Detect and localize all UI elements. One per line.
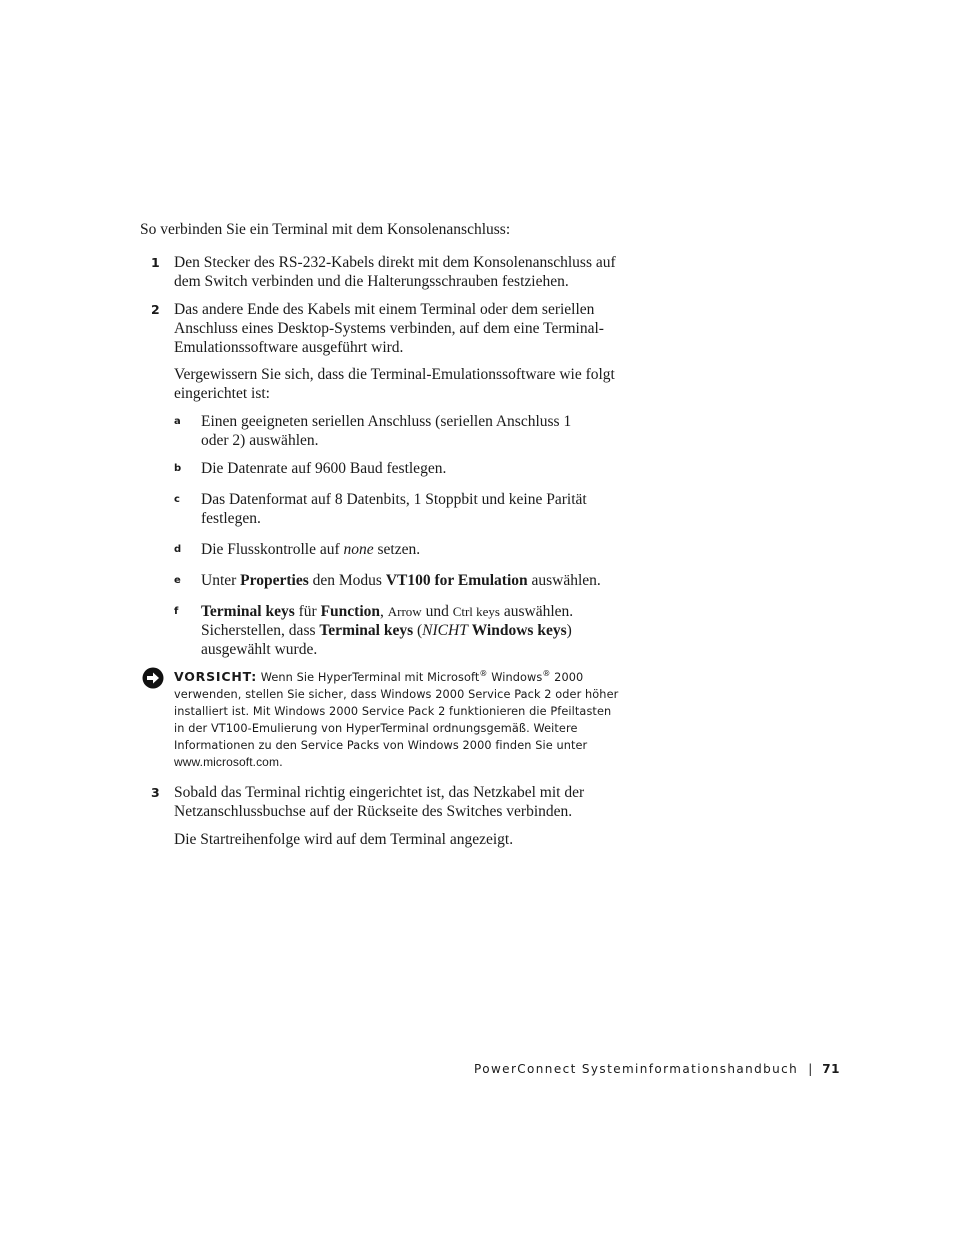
text-run: Wenn Sie HyperTerminal mit Microsoft — [257, 671, 480, 684]
text-run: Unter — [201, 572, 241, 589]
registered-mark: ® — [542, 669, 551, 679]
text-run: ) — [566, 622, 572, 639]
text-line: eingerichtet ist: — [174, 385, 270, 402]
text-line — [174, 668, 634, 686]
substep-letter: f — [174, 606, 179, 617]
page-footer — [474, 1062, 840, 1076]
text-run: Windows — [487, 671, 543, 684]
key-term: Arrow — [387, 604, 422, 619]
step-3-text — [174, 783, 584, 821]
text-line: oder 2) auswählen. — [201, 432, 319, 449]
text-line: verwenden, stellen Sie sicher, dass Windows 2000 Service Pack 2 oder höher — [174, 688, 619, 701]
substep-letter: a — [174, 416, 181, 427]
text-line — [174, 754, 634, 771]
substep-a-text — [201, 412, 571, 450]
bold-term: Terminal keys — [319, 622, 414, 639]
bold-term: VT100 for Emulation — [385, 572, 528, 589]
text-line — [201, 602, 573, 621]
microsoft-link[interactable]: www.microsoft.com — [174, 755, 280, 769]
text-run: auswählen. — [527, 572, 601, 589]
registered-mark: ® — [479, 669, 488, 679]
text-run: , — [380, 603, 388, 620]
italic-term: none — [343, 541, 374, 558]
text-run: 2000 — [550, 671, 584, 684]
text-run: . — [279, 756, 283, 769]
text-line: Sobald das Terminal richtig eingerichtet ist, das Netzkabel mit der — [174, 784, 585, 801]
caution-label: VORSICHT: — [174, 669, 258, 684]
step-1-text — [174, 253, 616, 291]
substep-letter: d — [174, 544, 182, 555]
text-line: Anschluss eines Desktop-Systems verbinden, auf dem eine Terminal- — [174, 320, 604, 337]
text-run: Die Flusskontrolle auf — [201, 541, 344, 558]
substep-e-text — [201, 571, 601, 590]
substep-letter: e — [174, 575, 181, 586]
substep-letter: b — [174, 463, 182, 474]
text-line: Einen geeigneten seriellen Anschluss (seriellen Anschluss 1 — [201, 413, 572, 430]
text-line: Netzanschlussbuchse auf der Rückseite des Switches verbinden. — [174, 803, 573, 820]
text-line: installiert ist. Mit Windows 2000 Service Pack 2 funktionieren die Pfeiltasten — [174, 705, 612, 718]
text-line: Emulationssoftware ausgeführt wird. — [174, 339, 404, 356]
page-number: 71 — [822, 1062, 840, 1076]
text-line — [201, 621, 573, 640]
substep-b-text: Die Datenrate auf 9600 Baud festlegen. — [201, 460, 447, 477]
step-number: 2 — [151, 302, 160, 317]
substep-d-text — [201, 540, 420, 559]
text-line: festlegen. — [201, 510, 261, 527]
text-line: Das andere Ende des Kabels mit einem Terminal oder dem seriellen — [174, 301, 595, 318]
step-number: 3 — [151, 785, 160, 800]
footer-separator: | — [808, 1062, 813, 1076]
text-line: ausgewählt wurde. — [201, 641, 318, 658]
bold-term: Properties — [240, 572, 309, 589]
text-run: den Modus — [308, 572, 386, 589]
substep-f-text — [201, 602, 573, 659]
intro-text: So verbinden Sie ein Terminal mit dem Konsolenanschluss: — [140, 221, 511, 238]
caution-note — [174, 668, 634, 771]
text-run: für — [294, 603, 321, 620]
bold-term: Function — [320, 603, 380, 620]
text-line: Informationen zu den Service Packs von Windows 2000 finden Sie unter — [174, 739, 588, 752]
text-run: auswählen. — [500, 603, 574, 620]
step-2-text — [174, 300, 604, 357]
step-3-note: Die Startreihenfolge wird auf dem Terminal angezeigt. — [174, 831, 514, 848]
bold-term: Windows keys — [471, 622, 567, 639]
text-line: dem Switch verbinden und die Halterungsschrauben festziehen. — [174, 273, 569, 290]
caution-arrow-icon — [142, 667, 164, 689]
text-line: Den Stecker des RS-232-Kabels direkt mit dem Konsolenanschluss auf — [174, 254, 616, 271]
text-line: in der VT100-Emulierung von HyperTerminal ordnungsgemäß. Weitere — [174, 722, 578, 735]
footer-title: PowerConnect Systeminformationshandbuch — [474, 1062, 799, 1076]
substep-c-text — [201, 490, 587, 528]
key-term: Ctrl keys — [452, 604, 500, 619]
step-number: 1 — [151, 255, 160, 270]
step-2-note — [174, 365, 615, 403]
text-run: setzen. — [373, 541, 421, 558]
italic-term: NICHT — [422, 622, 468, 639]
text-line: Das Datenformat auf 8 Datenbits, 1 Stoppbit und keine Parität — [201, 491, 587, 508]
substep-letter: c — [174, 494, 180, 505]
text-line: Vergewissern Sie sich, dass die Terminal-Emulationssoftware wie folgt — [174, 366, 615, 383]
text-run: Sicherstellen, dass — [201, 622, 320, 639]
bold-term: Terminal keys — [201, 603, 295, 620]
text-run: und — [421, 603, 453, 620]
text-run: ( — [413, 622, 423, 639]
